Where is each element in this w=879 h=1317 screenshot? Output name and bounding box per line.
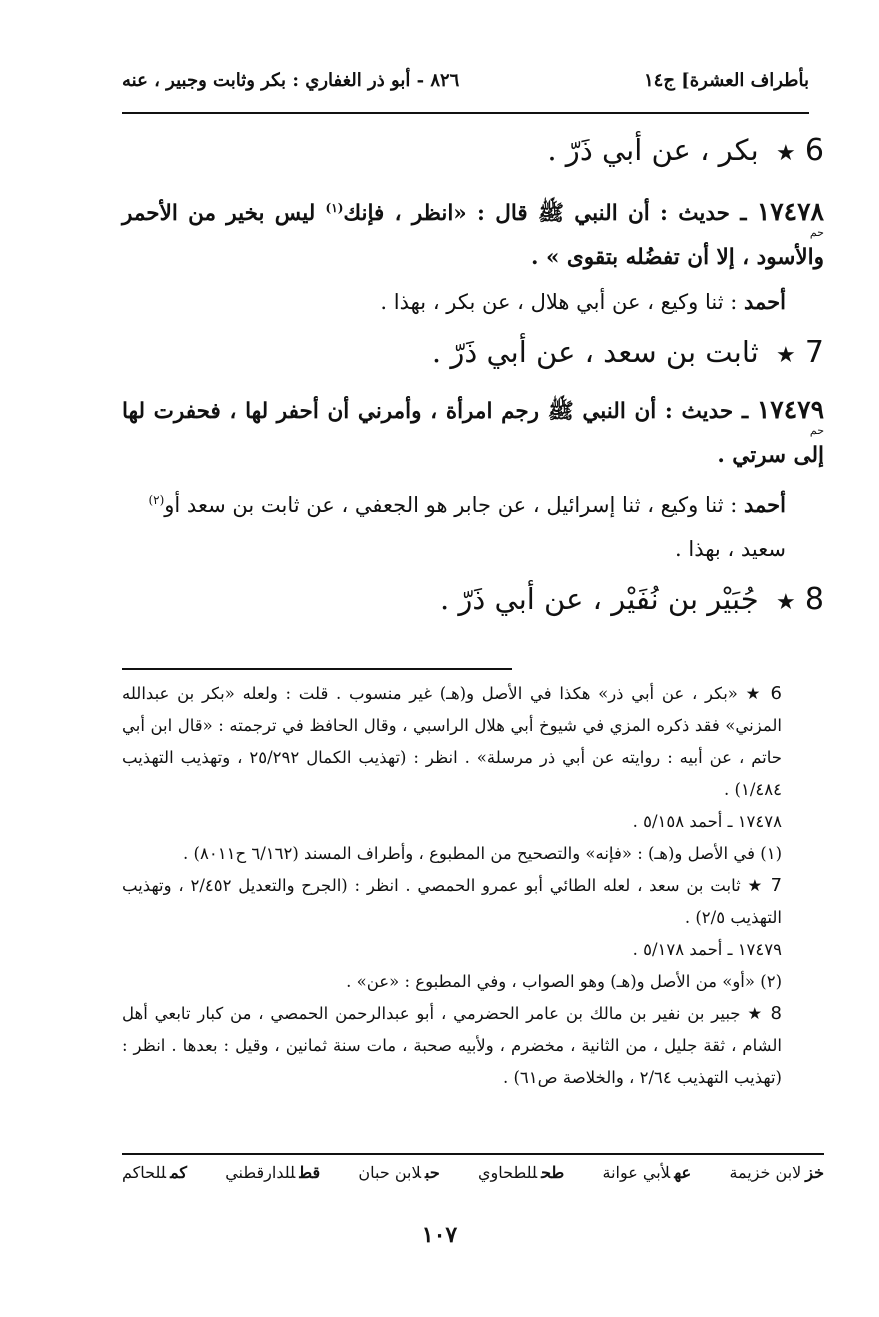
abbr-item: [603, 1163, 692, 1203]
abbr-code: قط: [299, 1163, 321, 1182]
narrator-number: 8: [804, 582, 824, 618]
note-hadith-source: ١٧٤٧٨ ـ أحمد ٥/١٥٨ .: [632, 812, 782, 831]
isnad-chain-cont: سعيد ، بهذا .: [675, 537, 786, 562]
abbr-label: للحاكم: [122, 1163, 167, 1182]
isnad-source: أحمد: [744, 492, 786, 518]
isnad-line: [122, 478, 824, 571]
note-number: 8: [770, 1003, 782, 1024]
source-mark: حم: [809, 424, 824, 438]
hadith-text: [122, 388, 824, 478]
note-narrator-6: [122, 678, 824, 806]
header-rule: [122, 112, 809, 114]
narrator-number: 6: [804, 133, 824, 168]
abbr-label: للدارقطني: [225, 1163, 296, 1182]
narrator-heading: [122, 577, 824, 625]
abbr-code: كم: [170, 1163, 187, 1182]
footnote-ref: (٢): [148, 493, 165, 508]
star-icon: ★: [775, 141, 796, 166]
hadith-body: ـ حديث : أن النبي ﷺ رجم امرأة ، وأمرني أن أحفر لها ، فحفرت لها إلى سرتي .: [122, 399, 824, 469]
abbr-label: لأبي عوانة: [602, 1163, 671, 1182]
abbr-item: [478, 1163, 564, 1203]
source-mark: حم: [809, 226, 824, 240]
isnad-chain: : ثنا وكيع ، عن أبي هلال ، عن بكر ، بهذا .: [380, 290, 738, 315]
note-narrator-7: [122, 870, 824, 934]
narrator-heading: [122, 330, 824, 378]
note-number: 6: [770, 683, 782, 704]
note-narrator-8: [122, 998, 824, 1094]
main-text: [122, 122, 824, 635]
abbreviation-key: [122, 1163, 824, 1203]
abbr-item: [225, 1163, 320, 1203]
isnad-chain: : ثنا وكيع ، ثنا إسرائيل ، عن جابر هو الجعفي ، عن ثابت بن سعد أو: [164, 493, 738, 518]
narrator-number: 7: [804, 335, 824, 371]
footnote-separator: [122, 668, 512, 670]
footnote-1: (١) في الأصل و(هـ) : «فإنه» والتصحيح من المطبوع ، وأطراف المسند (٦/١٦٢ ح٨٠١١) .: [183, 844, 782, 863]
note-number: 7: [770, 875, 783, 896]
header-chapter: ٨٢٦ - أبو ذر الغفاري : بكر وثابت وجبير ، عنه: [122, 69, 460, 91]
header-volume: بأطراف العشرة] ج١٤: [643, 69, 809, 91]
abbr-label: لابن خزيمة: [729, 1163, 802, 1182]
running-header: [122, 60, 809, 100]
footnotes: [122, 678, 824, 1094]
abbr-code: عه: [674, 1163, 692, 1182]
star-icon: ★: [775, 590, 796, 616]
abbr-code: خز: [805, 1163, 824, 1182]
isnad-source: أحمد: [744, 289, 786, 315]
abbr-label: للطحاوي: [478, 1163, 538, 1182]
abbr-item: [358, 1163, 439, 1203]
note-text: ★ ثابت بن سعد ، لعله الطائي أبو عمرو الحمصي . انظر : (الجرح والتعديل ٢/٤٥٢ ، وتهذيب التهذيب ٢/٥) .: [122, 876, 782, 927]
footnote-ref: (١): [325, 201, 344, 215]
narrator-name: بكر ، عن أبي ذَرّ .: [547, 133, 759, 167]
abbr-code: طح: [541, 1163, 565, 1182]
hadith-number-value: ١٧٤٧٨: [756, 197, 824, 227]
hadith-body: ـ حديث : أن النبي ﷺ قال : «انظر ، فإنك: [343, 201, 747, 227]
abbr-item: [729, 1163, 824, 1203]
narrator-name: ثابت بن سعد ، عن أبي ذَرّ .: [431, 335, 759, 370]
narrator-heading: [122, 128, 824, 176]
page-number: ١٠٧: [421, 1222, 458, 1248]
abbr-label: لابن حبان: [358, 1163, 421, 1182]
note-text: ★ «بكر ، عن أبي ذر» هكذا في الأصل و(هـ) غير منسوب . قلت : ولعله «بكر بن عبدالله المزني» فقد ذكره المزي في شيوخ أبي هلال الراسبي ، وقال الحافظ في ترجمته : «قال ابن أبي حاتم ، عن أبيه : روايته عن أبي ذر مرسلة» . انظر : (تهذيب الكمال ٢٥/٢٩٢ ، وتهذيب التهذيب ١/٤٨٤) .: [122, 684, 782, 799]
abbreviation-rule: [122, 1153, 824, 1155]
note-hadith-source: ١٧٤٧٩ ـ أحمد ٥/١٧٨ .: [632, 940, 782, 959]
hadith-number-value: ١٧٤٧٩: [756, 395, 824, 425]
note-text: ★ جبير بن نفير بن مالك بن عامر الحضرمي ، أبو عبدالرحمن الحمصي ، من كبار تابعي أهل الشام ، ثقة جليل ، من الثانية ، مخضرم ، ولأبيه صحبة ، مات سنة ثمانين ، وقيل : بعدها . انظر : (تهذيب التهذيب ٢/٦٤ ، والخلاصة ص٦١) .: [122, 1004, 782, 1087]
abbr-item: [122, 1163, 187, 1203]
narrator-name: جُبَيْر بن نُفَيْر ، عن أبي ذَرّ .: [439, 582, 759, 617]
hadith-number: [756, 395, 824, 438]
footnote-2: (٢) «أو» من الأصل و(هـ) وهو الصواب ، وفي المطبوع : «عن» .: [346, 972, 782, 991]
isnad-line: [122, 280, 824, 324]
hadith-number: [756, 197, 824, 240]
star-icon: ★: [775, 343, 796, 369]
abbr-code: حب: [425, 1163, 440, 1182]
hadith-body-cont: ليس بخير من الأحمر والأسود ، إلا أن تفضُله بتقوى » .: [122, 201, 824, 271]
hadith-text: [122, 186, 824, 280]
